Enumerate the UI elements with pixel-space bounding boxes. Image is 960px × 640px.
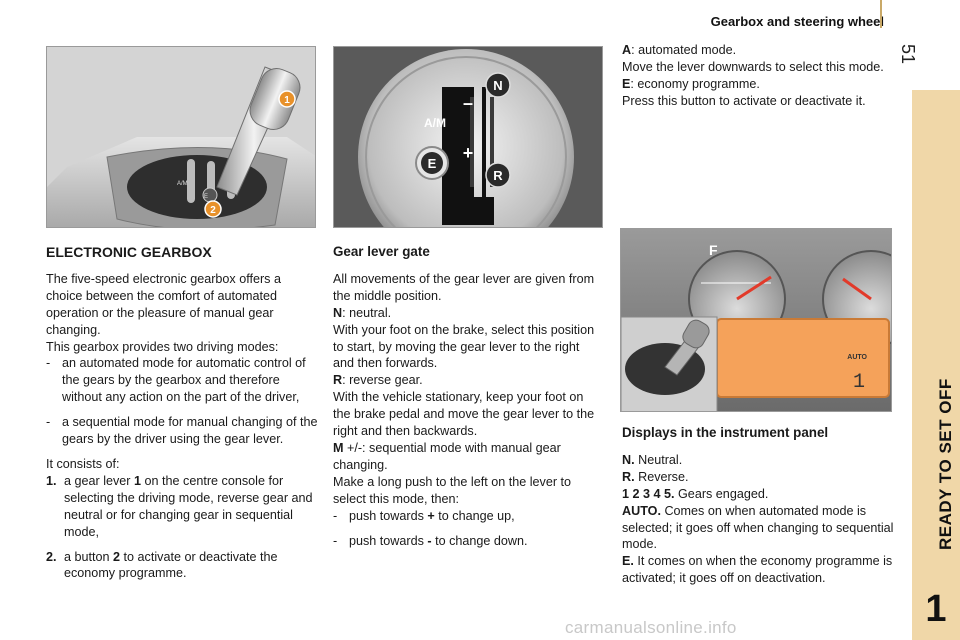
item-text: on the centre console for selecting the driving mode, reverse gear and neutral or for changing gear in sequential mode, <box>64 473 313 539</box>
manual-description: Make a long push to the left on the lever to select this mode, then: <box>333 474 572 506</box>
column-electronic-gearbox <box>46 244 318 582</box>
gate-intro: All movements of the gear lever are given from the middle position. <box>333 271 595 303</box>
reverse-key: R <box>333 373 343 388</box>
reverse-description: With the vehicle stationary, keep your foot on the brake pedal and move the gear lever to the right and then backwards. <box>333 390 595 439</box>
list-item: 1 2 3 4 5. Gears engaged. <box>622 486 769 501</box>
manual-key: M <box>333 440 344 455</box>
page-number: 51 <box>898 44 918 65</box>
callout-1-label: 1 <box>284 95 290 106</box>
list-item: R. Reverse. <box>622 469 689 484</box>
list-item: - push towards + to change up, <box>333 508 515 523</box>
gate-e-label: E <box>427 156 437 171</box>
gate-r-label: R <box>493 168 503 183</box>
manual-line: M +/-: sequential mode with manual gear changing. <box>333 440 561 472</box>
header-rule <box>880 0 890 28</box>
neutral-line: N: neutral. <box>333 305 392 320</box>
column-modes <box>622 42 894 110</box>
list-item <box>46 549 318 583</box>
section-heading-electronic-gearbox: ELECTRONIC GEARBOX <box>46 244 212 260</box>
auto-description: Move the lever downwards to select this mode. <box>622 59 884 74</box>
list-item: - a sequential mode for manual changing of the gears by the driver using the gear lever. <box>46 415 318 447</box>
lcd-gear-indicator: 1 <box>852 371 866 394</box>
mode-automated: an automated mode for automatic control of the gears by the gearbox and therefore without any action on the part of the driver, <box>62 356 306 405</box>
gear-gate-illustration <box>334 47 603 228</box>
gearshift-e-label: E <box>204 194 209 200</box>
callout-2-label: 2 <box>210 205 216 216</box>
list-item: E. It comes on when the economy programme is activated; it goes off on deactivation. <box>622 554 893 586</box>
watermark: carmanualsonline.info <box>565 618 737 637</box>
consists-of: It consists of: <box>46 456 120 471</box>
running-header: Gearbox and steering wheel <box>710 14 884 29</box>
item-ref: 2 <box>113 549 121 564</box>
chapter-tab-label: READY TO SET OFF <box>936 378 955 550</box>
item-ref: 1 <box>134 473 142 488</box>
item-text: a gear lever <box>64 473 135 488</box>
item-number: 2. <box>46 549 57 564</box>
economy-key: E <box>622 76 631 91</box>
reverse-line: R: reverse gear. <box>333 373 423 388</box>
lcd-auto-indicator: AUTO <box>847 354 867 361</box>
fuel-full-label: F <box>709 242 718 258</box>
list-item: - push towards - to change down. <box>333 533 528 548</box>
section-heading-gear-lever-gate: Gear lever gate <box>333 244 430 259</box>
column-gear-lever-gate <box>333 244 603 549</box>
gate-minus-label: – <box>462 93 474 113</box>
gate-am-label: A/M <box>424 116 446 130</box>
gearshift-illustration <box>47 47 316 228</box>
economy-line: E: economy programme. <box>622 76 760 91</box>
chapter-number: 1 <box>925 588 947 630</box>
neutral-description: With your foot on the brake, select this position to start, by moving the gear lever to the right and then forwards. <box>333 322 595 371</box>
list-item <box>46 473 318 541</box>
figure-instrument-panel <box>620 228 892 412</box>
economy-description: Press this button to activate or deactivate it. <box>622 93 866 108</box>
list-item: - an automated mode for automatic control of the gears by the gearbox and therefore without any action on the part of the driver, <box>46 355 318 406</box>
auto-line: A: automated mode. <box>622 43 737 57</box>
instrument-panel-illustration <box>621 229 892 412</box>
gate-n-label: N <box>493 78 503 93</box>
section-heading-displays: Displays in the instrument panel <box>622 425 829 440</box>
gate-plus-label: + <box>462 143 474 163</box>
item-text: to activate or deactivate the economy programme. <box>64 549 278 581</box>
mode-sequential: a sequential mode for manual changing of the gears by the driver using the gear lever. <box>62 415 318 447</box>
list-item: AUTO. Comes on when automated mode is selected; it goes off when changing to sequential mode. <box>622 503 894 552</box>
neutral-key: N <box>333 305 343 320</box>
list-item: N. Neutral. <box>622 452 683 467</box>
figure-gearshift <box>46 46 316 228</box>
column-displays <box>622 425 894 587</box>
driving-modes-intro: This gearbox provides two driving modes: <box>46 339 279 354</box>
minus-symbol: - <box>427 533 432 548</box>
figure-gear-gate <box>333 46 603 228</box>
item-text: a button <box>64 549 114 564</box>
chapter-tab <box>912 90 960 640</box>
plus-symbol: + <box>427 508 435 523</box>
item-number: 1. <box>46 473 57 488</box>
auto-key: A <box>622 43 632 57</box>
gearshift-am-label: A/M <box>177 181 188 187</box>
gearbox-intro: The five-speed electronic gearbox offers a choice between the comfort of automated operation or the pleasure of manual gear changing. <box>46 271 281 337</box>
